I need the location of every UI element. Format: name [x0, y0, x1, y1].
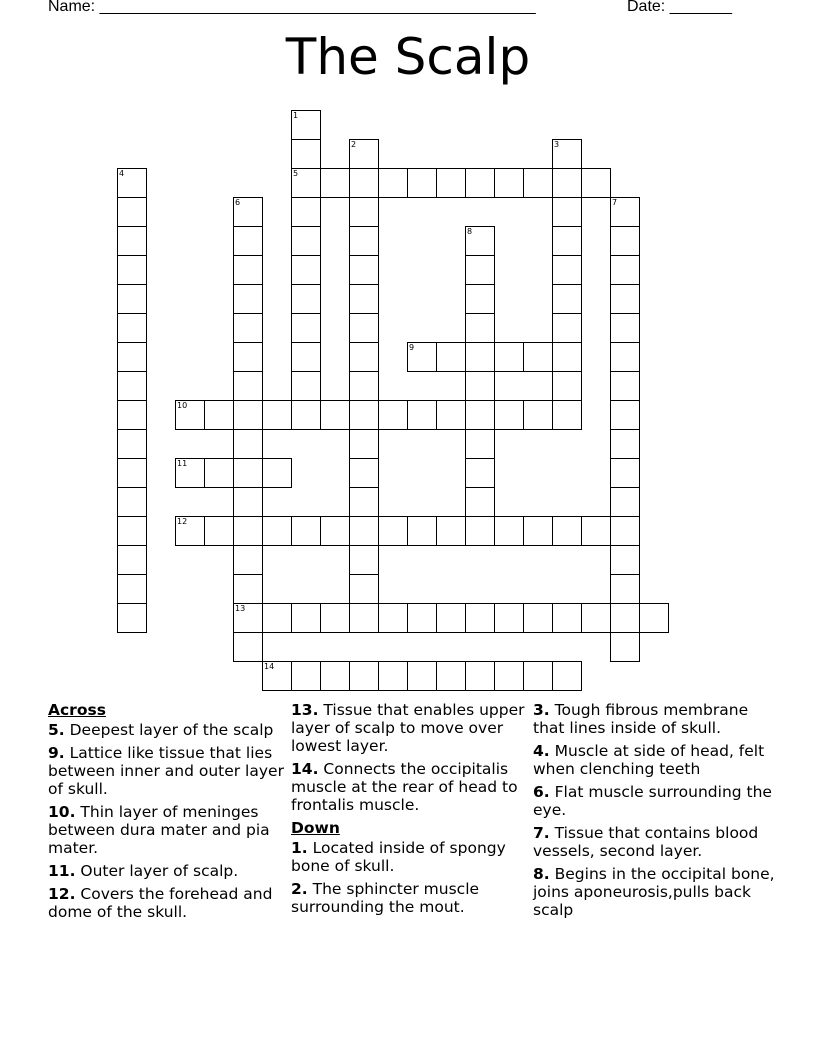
grid-cell[interactable] [552, 342, 582, 372]
down-heading: Down [291, 819, 340, 837]
grid-cell[interactable] [117, 458, 147, 488]
grid-cell[interactable] [349, 661, 379, 691]
grid-cell[interactable] [117, 545, 147, 575]
grid-cell[interactable] [523, 168, 553, 198]
grid-cell[interactable] [610, 574, 640, 604]
cell-number: 14 [264, 662, 275, 671]
grid-cell[interactable] [204, 400, 234, 430]
grid-cell[interactable] [552, 313, 582, 343]
grid-cell[interactable] [494, 661, 524, 691]
grid-cell[interactable] [349, 371, 379, 401]
grid-cell[interactable] [175, 400, 205, 430]
grid-cell[interactable] [610, 313, 640, 343]
grid-cell[interactable] [610, 226, 640, 256]
grid-cell[interactable] [552, 255, 582, 285]
cell-number: 7 [612, 198, 618, 207]
grid-cell[interactable] [233, 255, 263, 285]
grid-cell[interactable] [436, 342, 466, 372]
grid-cell[interactable] [465, 458, 495, 488]
grid-cell[interactable] [320, 516, 350, 546]
clue-down-3: 3. Tough fibrous membrane that lines inside of skull. [533, 701, 749, 737]
grid-cell[interactable] [349, 516, 379, 546]
grid-cell[interactable] [610, 632, 640, 662]
grid-cell[interactable] [378, 603, 408, 633]
grid-cell[interactable] [465, 429, 495, 459]
cell-number: 8 [467, 227, 473, 236]
grid-cell[interactable] [291, 400, 321, 430]
grid-cell[interactable] [117, 342, 147, 372]
grid-cell[interactable] [117, 371, 147, 401]
cell-number: 9 [409, 343, 415, 352]
grid-cell[interactable] [436, 516, 466, 546]
grid-cell[interactable] [349, 168, 379, 198]
grid-cell[interactable] [291, 516, 321, 546]
grid-cell[interactable] [494, 400, 524, 430]
grid-cell[interactable] [117, 313, 147, 343]
grid-cell[interactable] [291, 342, 321, 372]
grid-cell[interactable] [320, 603, 350, 633]
grid-cell[interactable] [233, 342, 263, 372]
grid-cell[interactable] [233, 226, 263, 256]
grid-cell[interactable] [465, 342, 495, 372]
grid-cell[interactable] [465, 371, 495, 401]
clue-across-9: 9. Lattice like tissue that lies between inner and outer layer of skull. [48, 744, 284, 798]
grid-cell[interactable] [436, 168, 466, 198]
clue-down-1: 1. Located inside of spongy bone of skull. [291, 839, 506, 875]
grid-cell[interactable] [552, 661, 582, 691]
grid-cell[interactable] [233, 400, 263, 430]
grid-cell[interactable] [262, 516, 292, 546]
grid-cell[interactable] [465, 400, 495, 430]
grid-cell[interactable] [581, 516, 611, 546]
cell-number: 10 [177, 401, 188, 410]
grid-cell[interactable] [407, 661, 437, 691]
cell-number: 6 [235, 198, 241, 207]
grid-cell[interactable] [320, 400, 350, 430]
grid-cell[interactable] [175, 516, 205, 546]
grid-cell[interactable] [552, 197, 582, 227]
grid-cell[interactable] [436, 400, 466, 430]
grid-cell[interactable] [291, 110, 321, 140]
grid-cell[interactable] [465, 661, 495, 691]
grid-cell[interactable] [552, 168, 582, 198]
grid-cell[interactable] [465, 516, 495, 546]
grid-cell[interactable] [291, 661, 321, 691]
clue-column-2 [291, 701, 529, 921]
grid-cell[interactable] [117, 429, 147, 459]
grid-cell[interactable] [465, 603, 495, 633]
grid-cell[interactable] [465, 284, 495, 314]
grid-cell[interactable] [233, 313, 263, 343]
grid-cell[interactable] [465, 168, 495, 198]
grid-cell[interactable] [639, 603, 669, 633]
cell-number: 5 [293, 169, 299, 178]
grid-cell[interactable] [233, 371, 263, 401]
grid-cell[interactable] [117, 168, 147, 198]
grid-cell[interactable] [465, 487, 495, 517]
puzzle-title: The Scalp [285, 28, 531, 86]
grid-cell[interactable] [610, 458, 640, 488]
clue-down-8: 8. Begins in the occipital bone, joins aponeurosis,pulls back scalp [533, 865, 775, 919]
grid-cell[interactable] [175, 458, 205, 488]
grid-cell[interactable] [262, 458, 292, 488]
grid-cell[interactable] [552, 139, 582, 169]
grid-cell[interactable] [349, 603, 379, 633]
header-date-label: Date: _______ [627, 0, 732, 15]
across-heading: Across [48, 701, 106, 719]
grid-cell[interactable] [465, 255, 495, 285]
clue-across-10: 10. Thin layer of meninges between dura mater and pia mater. [48, 803, 270, 857]
grid-cell[interactable] [552, 516, 582, 546]
grid-cell[interactable] [436, 603, 466, 633]
grid-cell[interactable] [581, 603, 611, 633]
cell-number: 11 [177, 459, 188, 468]
grid-cell[interactable] [407, 516, 437, 546]
grid-cell[interactable] [552, 371, 582, 401]
grid-cell[interactable] [349, 313, 379, 343]
grid-cell[interactable] [117, 400, 147, 430]
grid-cell[interactable] [610, 603, 640, 633]
clue-across-13: 13. Tissue that enables upper layer of scalp to move over lowest layer. [291, 701, 525, 755]
grid-cell[interactable] [378, 400, 408, 430]
clue-across-12: 12. Covers the forehead and dome of the skull. [48, 885, 273, 921]
grid-cell[interactable] [233, 516, 263, 546]
grid-cell[interactable] [610, 342, 640, 372]
grid-cell[interactable] [233, 284, 263, 314]
cell-number: 12 [177, 517, 188, 526]
grid-cell[interactable] [320, 168, 350, 198]
grid-cell[interactable] [291, 197, 321, 227]
clue-across-11: 11. Outer layer of scalp. [48, 862, 239, 880]
cell-number: 3 [554, 140, 560, 149]
grid-cell[interactable] [581, 168, 611, 198]
grid-cell[interactable] [523, 400, 553, 430]
header-name-label: Name: _________________________________________________ [48, 0, 536, 15]
grid-cell[interactable] [610, 371, 640, 401]
grid-cell[interactable] [117, 516, 147, 546]
grid-cell[interactable] [117, 197, 147, 227]
grid-cell[interactable] [233, 574, 263, 604]
grid-cell[interactable] [523, 516, 553, 546]
clue-across-14: 14. Connects the occipitalis muscle at the rear of head to frontalis muscle. [291, 760, 518, 814]
grid-cell[interactable] [610, 429, 640, 459]
grid-cell[interactable] [552, 284, 582, 314]
grid-cell[interactable] [349, 197, 379, 227]
grid-cell[interactable] [523, 661, 553, 691]
grid-cell[interactable] [465, 313, 495, 343]
grid-cell[interactable] [610, 255, 640, 285]
grid-cell[interactable] [610, 284, 640, 314]
grid-cell[interactable] [610, 487, 640, 517]
grid-cell[interactable] [349, 139, 379, 169]
grid-cell[interactable] [262, 400, 292, 430]
grid-cell[interactable] [117, 255, 147, 285]
clue-column-3 [533, 701, 778, 924]
grid-cell[interactable] [291, 226, 321, 256]
grid-cell[interactable] [233, 429, 263, 459]
grid-cell[interactable] [378, 168, 408, 198]
grid-cell[interactable] [436, 661, 466, 691]
grid-cell[interactable] [610, 197, 640, 227]
grid-cell[interactable] [494, 516, 524, 546]
clue-down-4: 4. Muscle at side of head, felt when clenching teeth [533, 742, 765, 778]
cell-number: 1 [293, 111, 299, 120]
grid-cell[interactable] [204, 516, 234, 546]
grid-cell[interactable] [117, 487, 147, 517]
grid-cell[interactable] [523, 342, 553, 372]
grid-cell[interactable] [407, 342, 437, 372]
grid-cell[interactable] [262, 603, 292, 633]
clue-across-5: 5. Deepest layer of the scalp [48, 721, 274, 739]
grid-cell[interactable] [465, 226, 495, 256]
grid-cell[interactable] [494, 603, 524, 633]
grid-cell[interactable] [349, 284, 379, 314]
clue-down-2: 2. The sphincter muscle surrounding the mout. [291, 880, 480, 916]
grid-cell[interactable] [291, 139, 321, 169]
grid-cell[interactable] [523, 603, 553, 633]
grid-cell[interactable] [552, 603, 582, 633]
grid-cell[interactable] [233, 487, 263, 517]
grid-cell[interactable] [378, 661, 408, 691]
clue-down-6: 6. Flat muscle surrounding the eye. [533, 783, 772, 819]
grid-cell[interactable] [117, 603, 147, 633]
cell-number: 2 [351, 140, 357, 149]
grid-cell[interactable] [349, 255, 379, 285]
grid-cell[interactable] [233, 603, 263, 633]
grid-cell[interactable] [233, 632, 263, 662]
grid-cell[interactable] [349, 400, 379, 430]
clue-column-1 [48, 701, 286, 926]
grid-cell[interactable] [494, 342, 524, 372]
grid-cell[interactable] [291, 313, 321, 343]
grid-cell[interactable] [349, 342, 379, 372]
grid-cell[interactable] [407, 168, 437, 198]
clue-down-7: 7. Tissue that contains blood vessels, second layer. [533, 824, 759, 860]
grid-cell[interactable] [291, 371, 321, 401]
grid-cell[interactable] [494, 168, 524, 198]
grid-cell[interactable] [610, 400, 640, 430]
grid-cell[interactable] [349, 429, 379, 459]
grid-cell[interactable] [291, 284, 321, 314]
grid-cell[interactable] [291, 603, 321, 633]
grid-cell[interactable] [204, 458, 234, 488]
grid-cell[interactable] [552, 400, 582, 430]
grid-cell[interactable] [320, 661, 350, 691]
grid-cell[interactable] [117, 574, 147, 604]
grid-cell[interactable] [349, 458, 379, 488]
grid-cell[interactable] [407, 603, 437, 633]
cell-number: 4 [119, 169, 125, 178]
grid-cell[interactable] [407, 400, 437, 430]
grid-cell[interactable] [378, 516, 408, 546]
grid-cell[interactable] [610, 545, 640, 575]
grid-cell[interactable] [349, 487, 379, 517]
grid-cell[interactable] [349, 574, 379, 604]
cell-number: 13 [235, 604, 246, 613]
grid-cell[interactable] [552, 226, 582, 256]
grid-cell[interactable] [349, 545, 379, 575]
grid-cell[interactable] [233, 545, 263, 575]
grid-cell[interactable] [233, 458, 263, 488]
grid-cell[interactable] [610, 516, 640, 546]
grid-cell[interactable] [117, 284, 147, 314]
grid-cell[interactable] [291, 168, 321, 198]
grid-cell[interactable] [262, 661, 292, 691]
grid-cell[interactable] [349, 226, 379, 256]
grid-cell[interactable] [117, 226, 147, 256]
grid-cell[interactable] [291, 255, 321, 285]
grid-cell[interactable] [233, 197, 263, 227]
